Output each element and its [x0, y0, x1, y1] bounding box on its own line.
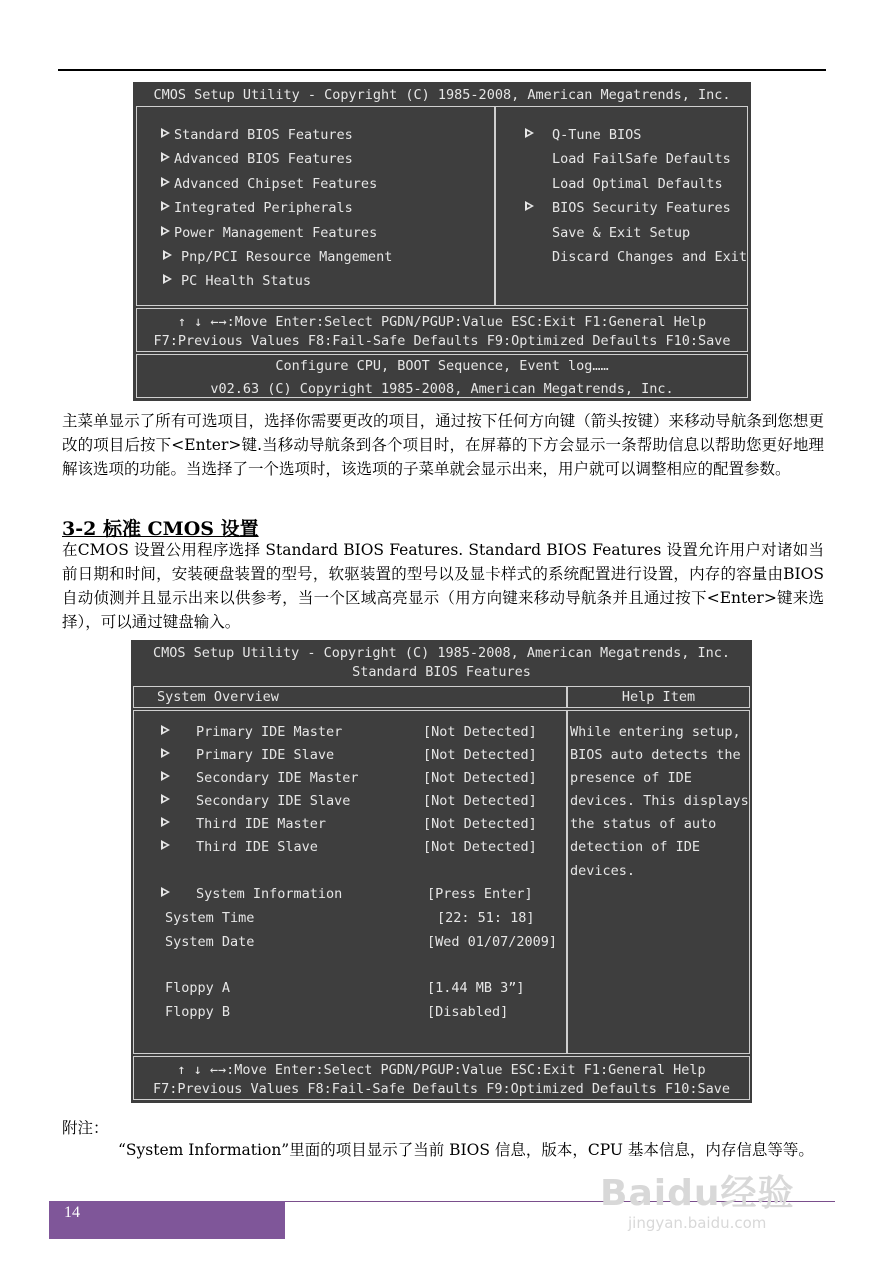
top-rule: [58, 69, 826, 71]
value-secondary-ide-master: [Not Detected]: [423, 770, 537, 786]
submenu-arrow-icon: [161, 840, 170, 850]
key-legend-line1: ↑ ↓ ←→:Move Enter:Select PGDN/PGUP:Value ESC:Exit F1:General Help: [177, 314, 707, 330]
menu-load-failsafe[interactable]: Load FailSafe Defaults: [552, 151, 731, 167]
help-text-line: BIOS auto detects the: [570, 747, 741, 763]
submenu-arrow-icon: [161, 725, 170, 735]
menu-qtune-bios[interactable]: Q-Tune BIOS: [552, 127, 642, 143]
menu-power-management[interactable]: Power Management Features: [174, 225, 378, 241]
menu-discard-exit[interactable]: Discard Changes and Exit: [552, 249, 748, 265]
section-title: 3-2 标准 CMOS 设置: [62, 518, 259, 540]
menu-standard-bios[interactable]: Standard BIOS Features: [174, 127, 353, 143]
page-number-box: [49, 1201, 285, 1239]
value-floppy-b[interactable]: [Disabled]: [427, 1004, 509, 1020]
help-text-line: devices.: [570, 863, 636, 879]
help-text-line: detection of IDE: [570, 839, 701, 855]
value-third-ide-slave: [Not Detected]: [423, 839, 537, 855]
key-legend-line1: ↑ ↓ ←→:Move Enter:Select PGDN/PGUP:Value ESC:Exit F1:General Help: [177, 1062, 706, 1078]
submenu-arrow-icon: [161, 748, 170, 758]
menu-integrated-peripherals[interactable]: Integrated Peripherals: [174, 200, 353, 216]
help-line: Configure CPU, BOOT Sequence, Event log……: [275, 358, 609, 374]
submenu-arrow-icon: [161, 128, 170, 138]
row-system-information[interactable]: System Information: [196, 886, 343, 902]
value-secondary-ide-slave: [Not Detected]: [423, 793, 537, 809]
row-third-ide-master[interactable]: Third IDE Master: [196, 816, 327, 832]
bios-main-menu: [133, 82, 751, 401]
row-primary-ide-master[interactable]: Primary IDE Master: [196, 724, 343, 740]
value-primary-ide-master: [Not Detected]: [423, 724, 537, 740]
watermark-url: jingyan.baidu.com: [628, 1214, 767, 1232]
submenu-arrow-icon: [161, 201, 170, 211]
submenu-arrow-icon: [161, 152, 170, 162]
row-secondary-ide-master[interactable]: Secondary IDE Master: [196, 770, 359, 786]
submenu-arrow-icon: [161, 887, 170, 897]
bios-standard-features: [131, 640, 752, 1103]
value-primary-ide-slave: [Not Detected]: [423, 747, 537, 763]
value-system-date[interactable]: [Wed 01/07/2009]: [427, 934, 558, 950]
submenu-arrow-icon: [161, 817, 170, 827]
help-text-line: While entering setup,: [570, 724, 741, 740]
bios2-subtitle: Standard BIOS Features: [352, 664, 531, 680]
row-third-ide-slave[interactable]: Third IDE Slave: [196, 839, 318, 855]
submenu-arrow-icon: [525, 128, 534, 138]
row-system-time[interactable]: System Time: [165, 910, 255, 926]
help-text-line: presence of IDE: [570, 770, 692, 786]
submenu-arrow-icon: [163, 274, 172, 284]
help-text-line: the status of auto: [570, 816, 717, 832]
overview-header: System Overview: [157, 689, 279, 705]
menu-load-optimal[interactable]: Load Optimal Defaults: [552, 176, 723, 192]
menu-pnp-pci[interactable]: Pnp/PCI Resource Mangement: [181, 249, 393, 265]
submenu-arrow-icon: [525, 201, 534, 211]
submenu-arrow-icon: [161, 794, 170, 804]
bios2-title: CMOS Setup Utility - Copyright (C) 1985-2008, American Megatrends, Inc.: [152, 645, 731, 661]
value-floppy-a[interactable]: [1.44 MB 3”]: [427, 980, 525, 996]
value-third-ide-master: [Not Detected]: [423, 816, 537, 832]
value-system-information: [Press Enter]: [427, 886, 533, 902]
submenu-arrow-icon: [161, 226, 170, 236]
version-line: v02.63 (C) Copyright 1985-2008, American Megatrends, Inc.: [210, 381, 674, 397]
menu-bios-security[interactable]: BIOS Security Features: [552, 200, 731, 216]
key-legend-line2: F7:Previous Values F8:Fail-Safe Defaults F9:Optimized Defaults F10:Save: [153, 333, 731, 349]
key-legend-line2: F7:Previous Values F8:Fail-Safe Defaults F9:Optimized Defaults F10:Save: [152, 1081, 731, 1097]
menu-save-exit[interactable]: Save & Exit Setup: [552, 225, 691, 241]
row-secondary-ide-slave[interactable]: Secondary IDE Slave: [196, 793, 351, 809]
menu-advanced-chipset[interactable]: Advanced Chipset Features: [174, 176, 378, 192]
menu-pc-health[interactable]: PC Health Status: [181, 273, 312, 289]
submenu-arrow-icon: [161, 177, 170, 187]
help-text-line: devices. This displays: [570, 793, 749, 809]
help-item-header: Help Item: [621, 689, 696, 705]
page-number: 14: [64, 1204, 80, 1221]
paragraph-standard-cmos: 在CMOS 设置公用程序选择 Standard BIOS Features. Standard BIOS Features 设置允许用户对诸如当前日期和时间，安装硬盘装置的型号，软驱装置的型号以及显卡样式的系统配置进行设置，内存的容量由BIOS 自动侦测并且显示出来以供参考，当一个区域高亮显示（用方向键来移动导航条并且通过按下<Enter>键来选择），可以通过键盘输入。: [62, 541, 824, 631]
submenu-arrow-icon: [161, 771, 170, 781]
paragraph-main-menu: 主菜单显示了所有可选项目，选择你需要更改的项目，通过按下任何方向键（箭头按键）来移动导航条到您想更改的项目后按下<Enter>键.当移动导航条到各个项目时，在屏幕的下方会显示一条帮助信息以帮助您更好地理解该选项的功能。当选择了一个选项时，该选项的子菜单就会显示出来，用户就可以调整相应的配置参数。: [62, 412, 824, 478]
value-system-time[interactable]: [22: 51: 18]: [437, 910, 535, 926]
row-floppy-a[interactable]: Floppy A: [165, 980, 231, 996]
watermark: [600, 1165, 794, 1232]
bios-title: CMOS Setup Utility - Copyright (C) 1985-2008, American Megatrends, Inc.: [153, 87, 731, 103]
note-label: 附注：: [62, 1119, 109, 1137]
row-floppy-b[interactable]: Floppy B: [165, 1004, 231, 1020]
note-text: “System Information”里面的项目显示了当前 BIOS 信息，版本，CPU 基本信息，内存信息等等。: [118, 1141, 814, 1159]
row-primary-ide-slave[interactable]: Primary IDE Slave: [196, 747, 335, 763]
menu-advanced-bios[interactable]: Advanced BIOS Features: [174, 151, 353, 167]
row-system-date[interactable]: System Date: [165, 934, 255, 950]
submenu-arrow-icon: [163, 250, 172, 260]
watermark-logo: Baidu经验: [600, 1173, 795, 1214]
